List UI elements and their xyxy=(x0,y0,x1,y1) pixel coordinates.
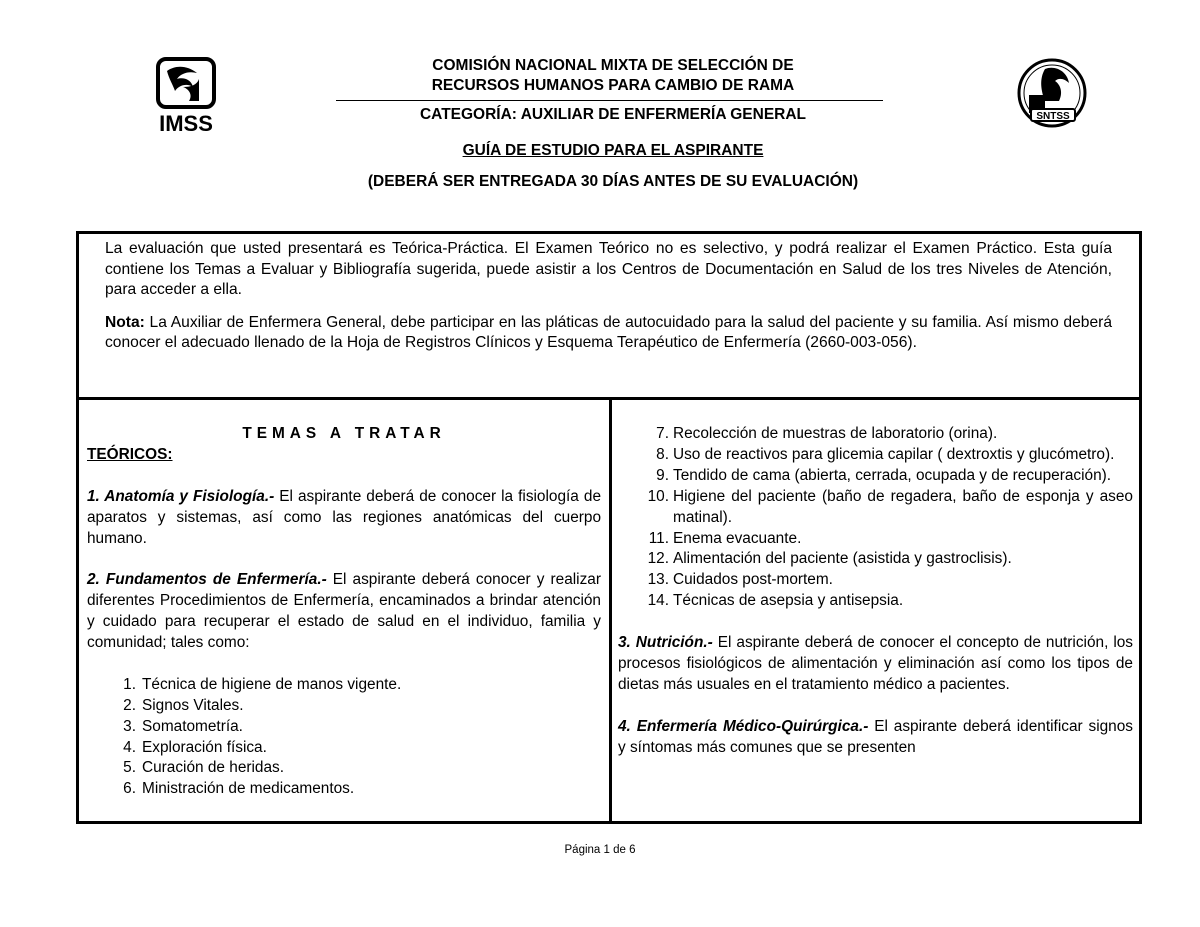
topic-nutrition-label: 3. Nutrición.- xyxy=(618,634,713,652)
note-label: Nota: xyxy=(105,313,145,331)
topic-medical-surgical xyxy=(618,717,1133,759)
topic-anatomy xyxy=(87,487,601,550)
list-item: 4. Exploración física. xyxy=(123,738,267,756)
document-title xyxy=(300,56,926,96)
section-title: TEMAS A TRATAR xyxy=(242,425,446,442)
list-item: 14. Técnicas de asepsia y antisepsia. xyxy=(647,592,904,610)
list-item: 5. Curación de heridas. xyxy=(123,759,285,777)
list-item: 7. Recolección de muestras de laboratorio (orina). xyxy=(656,425,998,442)
list-item: 12. Alimentación del paciente (asistida y gastroclisis). xyxy=(647,550,1012,568)
page-number: Página 1 de 6 xyxy=(564,844,636,856)
guide-title: GUÍA DE ESTUDIO PARA EL ASPIRANTE xyxy=(462,142,764,159)
list-item: 6. Ministración de medicamentos. xyxy=(123,780,355,798)
topic-medical-surgical-text: El aspirante deberá identificar signos y síntomas más comunes que se presenten xyxy=(618,717,1133,756)
header-rule xyxy=(336,100,883,101)
note-paragraph xyxy=(105,313,1112,354)
category-title: CATEGORÍA: AUXILIAR DE ENFERMERÍA GENERAL xyxy=(419,106,807,123)
list-item: 9. Tendido de cama (abierta, cerrada, ocupada y de recuperación). xyxy=(656,466,1112,484)
theory-subtitle: TEÓRICOS: xyxy=(87,445,173,463)
topic-nutrition xyxy=(618,633,1133,696)
title-line-1: COMISIÓN NACIONAL MIXTA DE SELECCIÓN DE xyxy=(432,57,794,74)
topic-fundamentals xyxy=(87,570,601,654)
list-item: 8. Uso de reactivos para glicemia capilar ( dextroxtis y glucómetro). xyxy=(656,445,1115,463)
delivery-note: (DEBERÁ SER ENTREGADA 30 DÍAS ANTES DE SU EVALUACIÓN) xyxy=(367,173,859,190)
imss-logo-text: IMSS xyxy=(159,111,213,135)
sntss-logo-text: SNTSS xyxy=(1036,111,1070,122)
right-column xyxy=(618,424,1133,758)
topic-fundamentals-text: El aspirante deberá conocer y realizar diferentes Procedimientos de Enfermería, encaminados a brindar atención y cuidado para recuperar el estado de salud en el individuo, familia y comunidad; tales como: xyxy=(87,571,601,652)
note-text: La Auxiliar de Enfermera General, debe participar en las pláticas de autocuidado para la salud del paciente y su familia. Así mismo deberá conocer el adecuado llenado de la Hoja de Registros Clínicos y Esquema Terapéutico de Enfermería (2660-003-056). xyxy=(105,313,1112,351)
list-item: 13. Cuidados post-mortem. xyxy=(647,571,833,589)
left-column xyxy=(87,424,601,800)
title-line-2: RECURSOS HUMANOS PARA CAMBIO DE RAMA xyxy=(431,77,795,94)
sntss-logo xyxy=(1015,55,1089,131)
intro-paragraph: La evaluación que usted presentará es Teórica-Práctica. El Examen Teórico no es selectivo, y podrá realizar el Examen Práctico. Esta guía contiene los Temas a Evaluar y Bibliografía sugerida, puede asistir a los Centros de Documentación en Salud de los tres Niveles de Atención, para acceder a ella. xyxy=(105,240,1112,298)
topic-anatomy-text: El aspirante deberá de conocer la fisiología de aparatos y sistemas, así como las regiones anatómicas del cuerpo humano. xyxy=(87,487,601,547)
list-item: 2. Signos Vitales. xyxy=(123,696,244,714)
topic-fundamentals-label: 2. Fundamentos de Enfermería.- xyxy=(87,571,327,589)
topics-table xyxy=(76,397,1142,824)
list-item: 1. Técnica de higiene de manos vigente. xyxy=(123,675,402,693)
list-item: 11. Enema evacuante. xyxy=(648,529,802,547)
topic-medical-surgical-label: 4. Enfermería Médico-Quirúrgica.- xyxy=(618,717,869,735)
list-item: 10. Higiene del paciente (baño de regadera, baño de esponja y aseo matinal). xyxy=(647,487,1133,526)
intro-box xyxy=(76,231,1142,398)
list-item: 3. Somatometría. xyxy=(123,717,243,735)
topic-anatomy-label: 1. Anatomía y Fisiología.- xyxy=(87,487,275,505)
procedures-list-left xyxy=(87,675,601,800)
topic-nutrition-text: El aspirante deberá de conocer el concepto de nutrición, los procesos fisiológicos de alimentación y eliminación así como los tipos de dietas más usuales en el tratamiento médico a pacientes. xyxy=(618,634,1133,693)
column-divider xyxy=(609,400,612,821)
imss-logo xyxy=(153,57,219,135)
procedures-list-right xyxy=(618,424,1133,612)
